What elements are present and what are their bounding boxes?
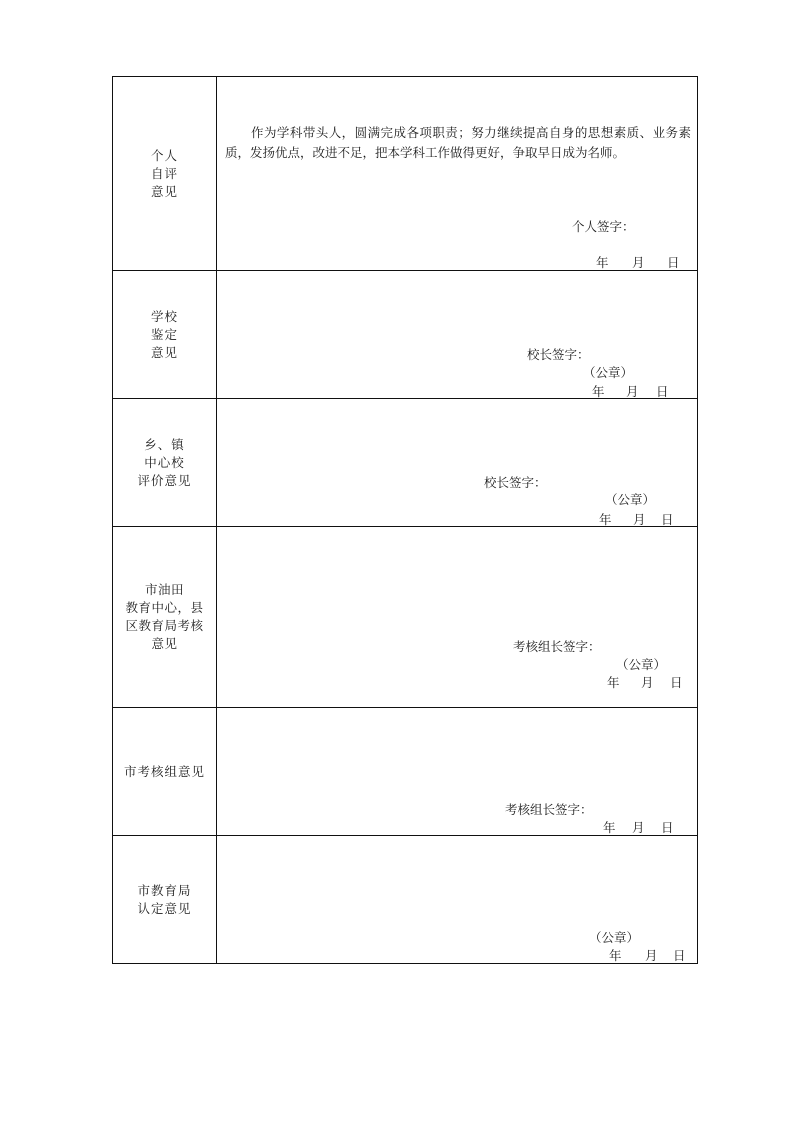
date-year: 年 (599, 512, 612, 527)
content-cell-city-assessment-team[interactable] (217, 708, 698, 836)
content-cell-school-appraisal[interactable] (217, 271, 698, 399)
date-day: 日 (661, 512, 674, 527)
date-year: 年 (609, 948, 622, 963)
label-cell-city-assessment-team (113, 708, 217, 836)
content-cell-county-bureau-assessment[interactable] (217, 527, 698, 708)
principal-signature-label: 校长签字： (484, 475, 547, 490)
date-month: 月 (626, 384, 639, 399)
self-evaluation-text: 作为学科带头人，圆满完成各项职责；努力继续提高自身的思想素质、业务素质，发扬优点，改进不足，把本学科工作做得更好，争取早日成为名师。 (225, 125, 691, 160)
date-year: 年 (603, 820, 616, 835)
label-line: 乡、镇 (144, 436, 185, 452)
label-cell-city-bureau-certification (113, 836, 217, 964)
label-line: 自评 (150, 165, 178, 181)
label-cell-self-evaluation (113, 77, 217, 271)
label-line: 区教育局考核 (125, 618, 204, 633)
official-seal-label: （公章） (583, 365, 634, 380)
date-month: 月 (645, 948, 658, 963)
evaluation-table (112, 76, 698, 964)
label-cell-township-evaluation (113, 399, 217, 527)
content-cell-township-evaluation[interactable] (217, 399, 698, 527)
label-line: 个人 (150, 147, 178, 163)
content-cell-self-evaluation[interactable] (217, 77, 698, 271)
date-day: 日 (656, 384, 669, 399)
label-line: 中心校 (144, 454, 185, 470)
label-line: 市油田 (144, 582, 184, 597)
label-line: 评价意见 (137, 472, 192, 488)
date-month: 月 (632, 255, 645, 270)
table-row-school-appraisal (113, 271, 698, 399)
principal-signature-label: 校长签字： (527, 347, 590, 362)
date-day: 日 (667, 255, 680, 270)
date-day: 日 (670, 675, 683, 690)
label-line: 教育中心，县 (125, 600, 204, 615)
label-cell-county-bureau-assessment (113, 527, 217, 708)
label-line: 市教育局 (137, 882, 192, 898)
table-row-self-evaluation (113, 77, 698, 271)
content-cell-city-bureau-certification[interactable] (217, 836, 698, 964)
label-cell-school-appraisal (113, 271, 217, 399)
official-seal-label: （公章） (605, 492, 656, 507)
label-line: 认定意见 (137, 900, 192, 916)
team-leader-signature-label: 考核组长签字： (513, 639, 601, 654)
label-line: 意见 (150, 344, 178, 360)
official-seal-label: （公章） (616, 657, 667, 672)
date-month: 月 (632, 820, 645, 835)
date-day: 日 (661, 820, 674, 835)
date-month: 月 (641, 675, 654, 690)
date-year: 年 (607, 675, 620, 690)
label-line: 意见 (151, 636, 178, 651)
team-leader-signature-label: 考核组长签字： (505, 802, 593, 817)
table-row-city-assessment-team (113, 708, 698, 836)
official-seal-label: （公章） (589, 930, 640, 945)
label-line: 学校 (150, 308, 178, 324)
table-row-city-bureau-certification (113, 836, 698, 964)
label-line: 市考核组意见 (123, 763, 205, 779)
label-line: 鉴定 (150, 326, 178, 342)
date-year: 年 (596, 255, 609, 270)
table-row-township-evaluation (113, 399, 698, 527)
date-month: 月 (633, 512, 646, 527)
personal-signature-label: 个人签字： (572, 219, 635, 234)
date-day: 日 (673, 948, 686, 963)
label-line: 意见 (150, 183, 178, 199)
table-row-county-bureau-assessment (113, 527, 698, 708)
date-year: 年 (592, 384, 605, 399)
